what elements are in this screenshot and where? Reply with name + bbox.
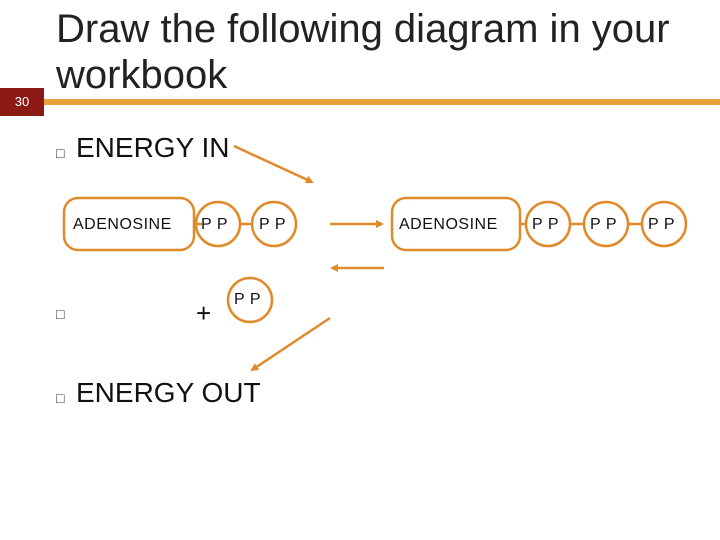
energy-in-arrow (234, 146, 312, 182)
phosphate-label-left-1: P P (201, 216, 228, 233)
phosphate-label-right-3: P P (648, 216, 675, 233)
free-phosphate-label: P P (234, 291, 261, 308)
energy-in-label: ENERGY IN (76, 132, 230, 163)
phosphate-label-right-1: P P (532, 216, 559, 233)
bullet-marker-3: □ (56, 390, 65, 406)
phosphate-label-right-2: P P (590, 216, 617, 233)
phosphate-label-left-2: P P (259, 216, 286, 233)
bullet-marker-2: □ (56, 306, 65, 322)
energy-out-arrow (252, 318, 330, 370)
slide-title: Draw the following diagram in your workbook (56, 7, 670, 97)
slide-number: 30 (14, 94, 30, 109)
energy-out-label: ENERGY OUT (76, 377, 261, 408)
bullet-marker-1: □ (56, 145, 65, 161)
adenosine-label-left: ADENOSINE (73, 216, 172, 233)
plus-sign: + (196, 298, 212, 328)
adenosine-label-right: ADENOSINE (399, 216, 498, 233)
